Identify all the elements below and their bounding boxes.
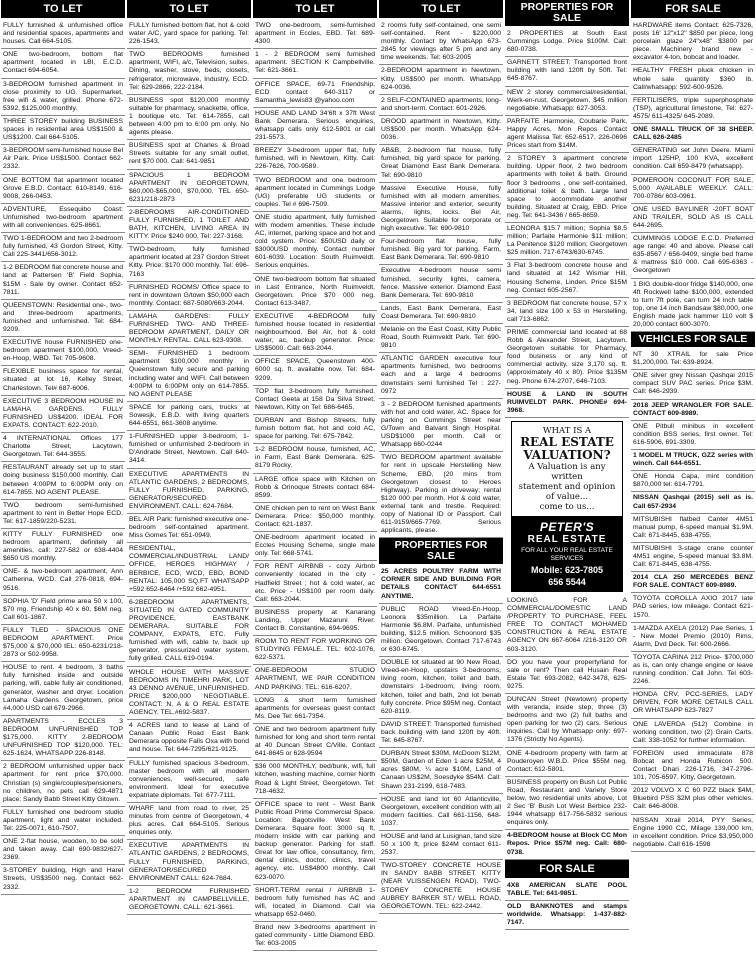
classified-ad: 3 Flat 3-bedroom concrete house and land situated at 142 Wismar Hill, Housing Scheme, Linden. Price $15M neg. Contact 605-2567. (505, 260, 629, 297)
classified-ad: HEALTHY FRESH pluck chicken in whole sale quantity $360 lb. Call/whatsapp: 592-600-9526. (631, 65, 755, 94)
classified-ad: BUSINESS spot at Charles & Broad Streets suitable for any small outlet, rent $70 000. Call: 641-9851 (127, 140, 251, 169)
column-6 (631, 0, 755, 978)
classified-ad: LAMAHA GARDENS: FULLY FURNISHED TWO- AND THREE-BEDROOM APARTMENT, DAILY OR MONTHLY RENTAL. CALL 623-9308. (127, 311, 251, 348)
company-logo: PETER'S (539, 519, 595, 534)
classified-ad: OFFICE SPACE, Queenstown 400-6000 sq. ft. available now. Tel: 684-9209. (253, 356, 377, 385)
classified-ad: BUSINESS property at Kanarang Landing, Upper Mazaruni River. Contact B. Constantine, 694-9695. (253, 607, 377, 636)
classified-ad: SEMI- FURNISHED 1 bedroom apartment $100,000 monthly in Queenstown fully secure and parking including water and WIFI. Call between 4:00PM to 6:00PM only on 614-7855. NO AGENT PLEASE (127, 348, 251, 402)
classified-ad: Melanie on the East Coast, Kitty Public Road, South Ruimveldt Park. Tel: 690-9810 (379, 324, 503, 353)
classified-ad: NEW 2 storey commercial/residential, Werk-en-rust, Georgetown, $45 million negotiable. Whatsapp: 627-3053. (505, 87, 629, 116)
classified-ad: ONE 4-bedroom property with farm at Pouderoyen W.B.D. Price $55M neg. Contact: 612-5801. (505, 748, 629, 777)
classified-ad: Executive 4-bedroom house semi furnished, security lights, camera, fence. Massive exterior. Diamond East Bank Demerara. Tel: 690-9810 (379, 265, 503, 302)
column-2 (127, 0, 251, 978)
column-4 (379, 0, 503, 978)
promo-line: A Valuation is any written (528, 461, 606, 482)
classified-ad: HOUSE AND LAND 34'6ft x 37ft West Bank Demerara. Serious enquiries, whatsapp calls only 612-5801 or call 231-5573. (253, 108, 377, 145)
ad-list (505, 28, 629, 418)
classified-ad: 3 BEDROOM flat concrete house, 57 x 34, land size 100 x 53 in Herstelling, call 713-6862. (505, 298, 629, 327)
promo-top (512, 422, 622, 516)
promo-line: WHAT IS A (542, 425, 592, 436)
promo-line: VALUATION? (523, 447, 611, 462)
classified-ad: 1-2 BEDROOM house, furnished, AC, in Farm, East Bank Demerara. 625-8179 Rocky. (253, 444, 377, 473)
classified-ad: 2 rooms fully self-contained, one semi self-contained. Rent - $220,000 monthly. Contact by WhatsApp 673-2845 for viewings after 5 pm and any time weekends. Tel: 603-2005 (379, 20, 503, 65)
classified-ad: 25 ACRES POULTRY FARM WITH CORNER SIDE AND BUILDING FOR DETAILS CONTACT 644-6551 ANYTIME. (379, 566, 503, 603)
classified-ad: DROOD apartment in Newtown, Kitty. US$500 per month. WhatsApp 624-0036. (379, 116, 503, 145)
classified-ad: Lands, East Bank Demerara, East Coast Demerara. Tel: 690-9810 (379, 303, 503, 324)
classified-ad: FOR RENT AIRBNB - cozy Airbnb conveniently located in the city - Hadfield Street ; hot & cold water, ac etc. Price - US$100 per room daily. Call: 663-2044. (253, 561, 377, 606)
classified-ad: APARTMENTS - ECCLES 3 BEDROOM UNFURNISHED TOP $175,000. KITTY 2-BEDROOM UNFURNISHED TOP $120,000. TEL: 625-1624, WHATSAPP 226-8148. (1, 716, 125, 761)
classified-ad: DOUBLE lot situated at 90 New Road, Vreed-en-Hoop, upstairs 3-bedrooms, living room, kitchen, toilet and bath, downstairs 1-bedroom, living room, kitchen, toilet and bath, 2nd lot benab fully concrete. Price $95M neg. Contact 620-8119. (379, 657, 503, 719)
classified-ad: ONE two-bedroom bottom flat situated in Last Entrance, North Ruimveldt, Georgetown. Price $70 000 neg. Contact 613-3487. (253, 274, 377, 311)
classified-ad: 4-BEDROOM house at Block CC Mon Repos. Price $57M neg. Call: 680-0738. (505, 830, 629, 859)
classified-ad: 3 - 2 BEDROOM furnished apartments with hot and cold water, AC. Space for parking on Cummings Street near G/Town and Balvant Singh Hospital. USD$1000 per month. Call or Whatsapp 660-0244 (379, 399, 503, 453)
promo-bottom (512, 516, 622, 591)
classified-ad: MITSUBISHI flatbed Canter 4M51 manual pump, 6-speed manual $1.9M. Call: 671-8445, 638-4755. (631, 514, 755, 543)
classified-ad: ONE chicken pen to rent on West Bank Demerara. Price: $50,000 monthly. Contact: 621-1837. (253, 503, 377, 532)
classified-ad: FULLY furnished bottom flat, hot & cold water A/C, yard space for parking. Tel: 226-1543. (127, 20, 251, 49)
ad-list (379, 20, 503, 538)
classified-ad: 2018 JEEP WRANGLER FOR SALE. CONTACT 609-8989. (631, 400, 755, 421)
promo-tagline: FOR ALL YOUR REAL ESTATE SERVICES (521, 546, 613, 562)
classified-ad: BUSINESS property on Bush Lot Public Road, Restaurant and Variety Store below, two residential units above, Lot 2 Sec 'B' Bush Lot West Berbice 232-1944 whatsapp 617-756-5832 serious enquires only. (505, 777, 629, 831)
classified-ad: THREE STOREY building BUSINESS spaces in residential area US$1500 & US$1200. Call 664-5105. (1, 116, 125, 145)
classified-ad: ATLANTIC GARDEN executive four apartments furnished, two bedrooms each and a large 4 bedrooms downstairs semi furnished Tel : 227-0972 (379, 353, 503, 398)
classified-ad: QUEENSTOWN: Residential one-, two- and three-bedroom apartments, furnished and unfurnished. Tel: 684-9209. (1, 300, 125, 337)
classified-ad: DURBAN Street $30M, McDoom $12M, $50M, Garden of Eden 1 acre $25M, 4 acres $80M, ¼ acre $10M, Land of Canaan US$2M, Soesdyke $54M. Call: Shawn 231-2199, 618-7483. (379, 748, 503, 793)
classified-ad: ONE Honda Capa, mint condition $870,000 tel: 614-7791. (631, 471, 755, 492)
classified-ad: POMEROON COCONUT FOR SALE, 5,000 AVAILABLE WEEKLY. CALL: 700-0786/ 603-0961. (631, 175, 755, 204)
section-header: TO LET (1, 0, 125, 18)
classified-ad: FURNISHED ROOMS/ Office space to rent in downtown G/town $50,000 each monthly. Contact: 687-5080/663-2044. (127, 282, 251, 311)
promo-mobile: Mobile: 623-7805 (530, 564, 604, 575)
section-header: FOR SALE (631, 0, 755, 18)
classified-ad: 2 SELF-CONTAINED apartments, long- and short-term. Contact: 601-2926. (379, 95, 503, 116)
classified-ad: LEONORA $15.7 million; Sophia $8.5 million; Parfaite Harmonie $11 million; La Penitence $120 million; Georgetown $25 million. 717-6743/630-6745. (505, 223, 629, 260)
classified-ad: CUMMINGS LODGE E.C.D. Preferred age range: 40 and above. Please call 635-8567 / 656-9409, single bed frame & mattress $10 000. Call 695-6363 - Georgetown (631, 233, 755, 278)
classified-ad: AB&B, 2-bedroom flat house, fully furnished, big yard space for parking. Great Diamond East Bank Demerara. Tel: 690-9810 (379, 145, 503, 182)
classified-ad: PUBLIC ROAD Vreed-En-Hoop, Leonora $35million. La Parfaite Harmonie $6.8M. Parfaite, unfurnished building, $12.5 million. Schoonord $35 million. Georgetown. Contact 717-6743 or 630-6745. (379, 604, 503, 658)
classified-ad: ONE-BEDROOM STUDIO APARTMENT, WE PAIR CONDITION AND PARKING. TEL: 616-6207. (253, 665, 377, 694)
promo-line: of value... (545, 491, 589, 502)
ad-list (253, 20, 377, 951)
classified-ad: SOPHIA 'D' Field prime area 50 x 100, $70 mg. Friendship 40 x 60, $6M neg. Call 601-1867. (1, 596, 125, 625)
classified-ad: FULLY furnished spacious 3-bedroom, master bedroom with all modern conveniences, well-secured, safe environment. Ideal for executive expatriate diplomats. Tel: 677-7111. (127, 758, 251, 803)
classified-ad: 2 PROPERTIES at South East Cummings Lodge. Price $100M. Call: 680-0738. (505, 28, 629, 57)
classified-ad: 1-2 BEDROOM flat concrete house and land at Pattersen 'B' Field Sophia, $15M - Sale by owner. Contact 652-7811. (1, 262, 125, 299)
classified-ad: ONE studio apartment, fully furnished with modern amenities. These include AC, internet, parking space and hot and cold system. Price: $50USD daily or $3000USD monthly. Contact number 601-6039. Location: South Ruimveldt. Serious enquiries. (253, 212, 377, 274)
classified-ad: TOYOTA CARINA 212 Price- $700,000 as is, can only change engine or leave running condition. Call John. Tel 603-2246. (631, 652, 755, 689)
classified-ad: TWO BEDROOM and one bedroom apartment located in Cummings Lodge (UG) preferable UG students or couples. Tel # 696-7509. (253, 175, 377, 212)
classified-ad: ONE SMALL TRUCK OF 38 SHEEP. CALL 626-2485 (631, 124, 755, 145)
classified-ad: LOOKING FOR A COMMERCIAL/DOMESTIC LAND /PROPERTY TO PURCHASE, FEEL FREE TO CONTACT MOHAMED CONSTRUCTION & REAL ESTATE AGENCY ON 667-6064 /216-3120 OR 603-3120. (505, 595, 629, 657)
classified-ad: DO you have your property/land for sale or rent? Then call Husain Real Estate Tel: 693-2082, 642-3478, 625-9275. (505, 657, 629, 694)
classified-ad: TWO BEDROOMS furnished apartment, WIFI, a/c, Television, suites, Dining, washer, stove, beds, closets, refrigerator, microwave, Industry, ECD. Tel: 629-2866, 222-2184. (127, 49, 251, 94)
classified-ad: BUSINESS spot $120,000 monthly suitable for pharmacy, snackette, office, 1 boutique etc. Tel: 614-7855, call between 4:00 pm to 6:00 pm only. No agents please. (127, 95, 251, 140)
classified-ad: TWO bedroom semi-furnished apartment to rent in Better Hope ECD. Tel: 617-1859/220-5231. (1, 500, 125, 529)
classified-ad: TWO-STOREY CONCRETE HOUSE IN SANDY BABB STREET KITTY (NEAR VLISSENGEN ROAD). TWO-STOREY CONCRETE HOUSE AUBREY BARKER ST./ WELL ROAD, GEORGETOWN. TEL: 622-2442. (379, 860, 503, 914)
ad-list (505, 880, 629, 930)
classified-ad: LARGE office space with Kitchen on Robb & Orinoque Streets contact 684-8599. (253, 474, 377, 503)
classified-ad: 2 BEDROOM unfurnished upper back apartment for rent price $70,000. Christian (s) single/couples/pensioners, no children, no pets call 629-4871 place: Sandy Babb Street Kitty Gitown. (1, 761, 125, 806)
classified-ad: ONE silver grey Nissan Qashqai 2015 compact SUV PAC series. Price $3M. Call: 646-2939. (631, 370, 755, 399)
classified-ad: KITTY FULLY FURNISHED one bedroom apartment, definitely all amenities, call: 227-582 or 638-4404 $650 US monthly. (1, 529, 125, 566)
classified-ad: HOUSE & LAND IN SOUTH RUIMVELDT PARK. PHONE# 694-3968. (505, 389, 629, 418)
classified-ad: 1-FURNISHED upper 3-bedroom, 1-furnished or unfurnished 2-bedroom in D'Andrade Street, Newtown. Call 640-3414. (127, 431, 251, 468)
classified-ad: ONE-bedroom apartment located in Eccles Housing Scheme, single male only. Tel: 668-5741. (253, 532, 377, 561)
classified-ad: NISSAN Qashqai (2015) sell as is. Call 657-2934 (631, 492, 755, 513)
classified-ad: ONE and two bedroom apartment fully furnished for long and short term rental at 40 Duncan Street C/Ville. Contact 641-8645 or 628-9594 (253, 724, 377, 761)
classified-ad: 2-BEDROOM apartment in Newtown, Kitty. US$500 per month. WhatsApp 624-0036. (379, 65, 503, 94)
column-3 (253, 0, 377, 978)
classified-ad: 1-MAZDA AXELA (2012) Pae Series, 1 - New Model Premio (2010) Rims, Alarm, Dvd Deck. Tel: 600-2666. (631, 623, 755, 652)
classified-ad: HONDA CRV, PCC-SERIES, LADY DRIVEN, FOR MORE DETAILS CALL OR WHATSAPP 623-7827 (631, 689, 755, 718)
ad-list (379, 566, 503, 914)
classified-ad: LONG & short term furnished apartments for overseas guest contact Ms. Dee Tel: 661-7354. (253, 695, 377, 724)
classified-ad: RESIDENTIAL, COMMERCIAL/INDUSTRIAL LAND/ OFFICE, HEROES HIGHWAY / BERBICE, ECD, WCD, EBD, BOND RENTAL: 105,000 SQ.FT WHATSAPP +592 652-6464 /+592 662-4951. (127, 543, 251, 597)
promo-line: come to us... (539, 501, 595, 512)
vehicles-for-sale-header: VEHICLES FOR SALE (631, 332, 755, 347)
classified-ad: PARFAITE Harmonie, Coubarie Park, Happy Acres, Mon Repos Contact agent Malissa Tel: 652-6517, 226-0696 Prices start from $14M. (505, 116, 629, 153)
classified-ad: 6-2BEDROOM APARTMENTS, SITUATED IN GATED COMMUNITY PROVIDENCE, EASTBANK DEMERARA. SUITABLE FOR COMPANY, EXPATS, ETC. Fully furnished with wifi, cable tv, back up generator, pressurized water system, fully grilled. CALL 619-0194. (127, 597, 251, 667)
classified-ad: TWO BEDROOM apartment available for rent in upscale Herstelling New Scheme, EBD, (20 mins from Georgetown closest to Heroes Highway). Parking in driveway; rental $120 000 per month. Hot & cold water, external tank and trestle. Required: copy of National ID or Passport. Call 611-9159/665-7769. Serious applicants, please. (379, 452, 503, 538)
classified-ad: DAVID STREET: Transported furnished back building with land 120ft by 40ft. Tel: 645-8767. (379, 719, 503, 748)
classified-ad: BEL AIR Park: furnished executive one-bedroom self-contained apartment. Miss Gomes Tel: 651-0949. (127, 514, 251, 543)
classified-ad: HOUSE and land lot 60 Atlanticville, Georgetown, excellent condition with all modern facilities. Call 661-1156, 648-1037. (379, 794, 503, 831)
classified-ad: RESTAURANT already set up to start doing business $150,000 monthly. Call between 4:00PM to 6:00PM only on 614-7855. NO AGENT PLEASE. (1, 462, 125, 499)
classified-ad: MITSUBISHI 3-stage crane counter 4M51 engine, 5-speed manual $3.8M. Call: 671-8445, 638-4755. (631, 543, 755, 572)
classified-ad: 1 BIG double-door fridge $140,000, one 4ft Rockwell lathe $100,000, extended to turn 7ft pole, can turn 24 inch table top, one 14 inch Bandsaw $80,000, one English made jack hammer 110 volt $ 20,000 contact 600-3070. (631, 279, 755, 333)
classified-ad: $36 000 MONTHLY, bed/bunk, wifi, full kitchen, washing machine, corner North Road & Light Street, Georgetown. Tel: 718-4632. (253, 761, 377, 798)
section-header: PROPERTIES FOR SALE (505, 0, 629, 26)
classified-ad: NT 30 XTRAIL for sale Price $1,200,000. Tel: 639-8924. (631, 349, 755, 370)
ad-list (631, 349, 755, 852)
classified-ad: EXECUTIVE 4-BEDROOM fully furnished house located in residential neighbourhood. Bel Air, hot & cold water, ac, backup generator. Price: US$5000. Call: 663-2044. (253, 311, 377, 356)
properties-for-sale-header: PROPERTIES FOR SALE (379, 538, 503, 564)
classified-ad: BREEZY 3-bedroom upper flat, fully furnished, wifi in Newtown, Kitty. Call: 226-7626, 700-9589. (253, 145, 377, 174)
classified-ad: OLD BANKNOTES and stamps worldwide. Whatsapp: 1-437-882-7147. (505, 901, 629, 930)
promo-line: statement and opinion (518, 481, 616, 492)
classified-ad: FLEXIBLE business space for rental, situated at lot 16, Kelley Street, Charlestown. Tel# 687-6006. (1, 366, 125, 395)
classified-ad: FULLY furnished one bedroom studio apartment, light and water included. Tel: 225-0071, 610-7507. (1, 807, 125, 836)
valuation-promo (511, 421, 623, 592)
classified-ad: 2012 VOLVO X C 60 PZZ black $4M, Bluebird PSS $2M plus other vehicles. Call: 646-8008. (631, 785, 755, 814)
classified-ad: EXECUTIVE APARTMENTS IN ATLANTIC GARDENS, 2 BEDROOMS, FULLY FURNISHED, PARKING, GENERATOR/SECURED ENVIRONMENT. CALL: 624-7684. (127, 469, 251, 514)
promo-line: REAL ESTATE (520, 434, 614, 449)
classified-ad: SPACE for parking cars, trucks at Sowesjk, E.B.D. with living quarters 644-6551, 661-3608 anytime. (127, 402, 251, 431)
for-sale-header: FOR SALE (505, 860, 629, 878)
ad-list (127, 20, 251, 915)
classified-ad: FULLY furnished & unfurnished office and residential spaces, apartments and houses. Call 664-5105. (1, 20, 125, 49)
classified-ad: 1 - 2 BEDROOM semi furnished apartment. SECTION K Campbellville. Tel: 621-3661. (253, 49, 377, 78)
classified-ad: Massive Executive House, fully furnished with all modern amenities. Massive interior and exterior, security alarms, lights, locks. Bel Air, Georgetown. Suitable for corporate or high executive. Tel: 690-9810 (379, 183, 503, 237)
classified-ad: TOYOTA COROLLA AXIO 2017 late PAD series, low mileage. Contact 621-1570. (631, 593, 755, 622)
classified-ad: DURBAN and Bishop Streets, fully furnish bottom flat, hot and cold AC, space for parking. Tel: 675-7842. (253, 415, 377, 444)
classified-ad: 4X8 AMERICAN SLATE POOL TABLE. Tel: 641-9851. (505, 880, 629, 901)
classified-ad: OFFICE space to rent - West Bank Public Road Prime Commercial Space. Location: Bagotsville West Bank Demerara. Square foot: 3000 sq ft, modern inside with car parking and backup generator. Parking for staff. Great for law office, consultancy, firm, dental clinics, doctor, clinics, travel agency, etc. US$4800 monthly. Call 623-0070. (253, 799, 377, 885)
classified-ad: NISSAN Xtrail 2014, PYY Series, Engine 1990 CC, Milage 139,000 km, in excellent condition. Price $3,950,000 negotiable. Call 616-1598 (631, 815, 755, 852)
classified-ad: ONE- & two-bedroom apartment, Ann Catherina, WCD. Call 276-0818, 694-9516. (1, 566, 125, 595)
column-5 (505, 0, 629, 978)
section-header: TO LET (127, 0, 251, 18)
classified-ad: FOREIGN used immaculate 878 Bobcat and Honda Rubicon 500. Contact Dhari 226-1716, 347-2796-101, 705-6597. Kitty, Georgetown. (631, 748, 755, 785)
classified-ad: TWO-bedroom, fully furnished apartment located at 237 Gordon Street Kitty. Price: $170 000 monthly. Tel: 696-7163 (127, 244, 251, 281)
classified-ad: HOUSE and land at Lusignan, land size 50 x 100 ft, price $24M contact 611-2537. (379, 831, 503, 860)
classified-ad: ONE 2-flat house, wooden, to be sold and taken away. Call 690-9832/627-2369. (1, 836, 125, 865)
classified-ad: FULLY TLED - SPACIOUS ONE BEDROOM APARTMENT. Price $75,000 & $70,000 tEL: 650-6231/218-2873 or 502-9958. (1, 625, 125, 662)
classified-ad: 1-2 BEDROOM FURNISHED APARTMENT IN CAMPBELLVILLE, GEORGETOWN. CALL: 621-3661. (127, 886, 251, 915)
classified-ad: HARDWARE items Contact: 625-7326, posts 16' 12"x12" $850 per piece, long porcelain glaze 24"x48" $3800 per piece. Machinery brand new - excavator 4-ton, bobcat and loader. (631, 20, 755, 65)
classified-ad: 4 INTERNATIONAL Offices 177 Charlotte Street, Lacytown, Georgetown. Tel: 644-3555. (1, 433, 125, 462)
classified-ad: 2 STOREY 3 apartment concrete building. Upper floor, 2 two bedroom apartments with toilet & bath. Ground floor 3 bedrooms , one self-contained, additional toilet & bath. Large land space to accommodate another building. Situated at Craig, EBD. Price neg. Tel: 641-3436 / 665-8659. (505, 153, 629, 223)
promo-phone: 656 5544 (548, 576, 586, 587)
company-logo-sub: REAL ESTATE (527, 533, 607, 545)
ad-list (631, 20, 755, 332)
classified-ad: 2-BEDROOMS AIR-CONDITIONED FULLY FURNISHED, 1 TOILET AND BATH, KITCHEN, LIVING AREA IN KITTY. Price $240 000. Tel: 227-3168. (127, 207, 251, 244)
classified-ad: EXECUTIVE house FURNISHED one-bedroom apartment $100,000, Vreed-en-Hoop, WBD. Tel: 705-9608. (1, 337, 125, 366)
classified-ad: 3-BEDROOM semi-furnished house Bel Air Park. Price US$1500. Contact 662-2332. (1, 145, 125, 174)
classified-ad: ONE BOTTOM flat apartment located Grove E.B.D. Contact: 610-8149, 616-9008, 266-0453. (1, 175, 125, 204)
classified-ad: Brand new 3-bedrooms apartment in gated community - Little Diamond EBD. Tel: 603-2005 (253, 922, 377, 951)
classified-ad: TWO one-bedroom, semi-furnished apartment in Eccles, EBD. Tel: 689-4300 (253, 20, 377, 49)
classified-ad: 3-STOREY building, High and Harel Streets, US$3500 neg. Contact 662-2332. (1, 865, 125, 894)
classified-ad: 4 ACRES land to lease at Land of Canaan Public Road East Bank Demerara opposite Falls Oxa with bond and house. Tel: 644-7295/621-9125. (127, 720, 251, 757)
classified-ad: ONE Pitbull minibus in excellent condition BSS series, first owner. Tel: 616-5906, 691-3309. (631, 421, 755, 450)
classified-ad: FERTILISERS, triple superphosphate (TSP), agricultural limestone, Tel: 627-4575/ 611-4325/ 645-2089. (631, 95, 755, 124)
classified-ad: HOUSE to rent. 4 bedroom, 3 baths fully furnished inside and outside parking, wifi, cable fully air conditioned, generator, washer and dryer. Location Lamaha Gardens Georgetown, price #4,000 USD call 679-2966. (1, 662, 125, 716)
classified-ad: PRIME commercial land located at 68 Robb & Alexander Street, Lacytown, Georgetown suitable for Pharmacy, food business or any kind of commercial activity, size 3,170 sq. ft. (approximately 40 x 80). Price $135M neg. Phone 674-2707, 646-7103. (505, 327, 629, 389)
classified-ad: EXECUTIVE 3 BEDROOM HOUSE IN LAMAHA GARDENS. FULLY FURNISHED US$4200. IDEAL FOR EXPATS. CONTACT: 622-2010. (1, 396, 125, 433)
classified-ad: 2014 CLA 250 MERCEDES BENZ FOR SALE. CONTACT 609-8989. (631, 572, 755, 593)
section-header: TO LET (253, 0, 377, 18)
column-1 (1, 0, 125, 978)
classified-ad: ROOM TO RENT FOR WORKING OR STUDYING FEMALE. TEL: 602-1076, 622-5371. (253, 636, 377, 665)
classified-ad: ONE USED BAYLINER -20FT BOAT AND TRAILER, SOLD AS IS CALL 644-2695. (631, 204, 755, 233)
classified-ad: DUNCAN Street (Newtown) property with veranda, inside step, three (3) bedrooms and two (2) full baths and open parking for two (2) cars. Serious inquiries. Call by Whatsapp only: 697-1376 (Strictly No Agents). (505, 694, 629, 748)
classified-ad: 1 MODEL M TRUCK, GZZ series with winch. Call 644-6551. (631, 450, 755, 471)
classified-ad: Four-bedroom flat house, fully furnished. Big yard for parking. Farm, East Bank Demerara. Tel: 690-9810 (379, 236, 503, 265)
section-header: TO LET (379, 0, 503, 18)
classified-ad: ADVENTURE, Essequibo Coast: Unfurnished two-bedroom apartment with all conveniences. 625-8661. (1, 204, 125, 233)
classified-ad: GARNETT STREET: Transported front building with land 120ft by 50ft. Tel: 645-8767. (505, 57, 629, 86)
ad-list (505, 595, 629, 860)
classified-ad: TWO 1-BEDROOM and two 2-bedroom fully furnished, 43 Gordon Street, Kitty. Call 225-3441/656-3012. (1, 233, 125, 262)
classified-ad: ONE two-bedroom, bottom flat apartment located in LBI, E.C.D. Contact 694-6054. (1, 49, 125, 78)
classified-ad: ONE LAVERDA (512) Combine in working condition, two (2) Grain Carts. Call: 338-1052 for further information. (631, 719, 755, 748)
classified-ad: EXECUTIVE APARTMENTS IN ATLANTIC GARDENS, 2 BEDROOMS, FULLY FURNISHED, PARKING, GENERATOR/SECURED ENVIRONMENT CALL: 624-7684. (127, 840, 251, 885)
classified-ad: TOP flat 3-bedroom fully furnished. Contact Geeta at 158 Da Silva Street, Newtown, Kitty on Tel: 686-6465. (253, 386, 377, 415)
classified-ad: GENERATING set John Deere. Miami import 125HP, 100 KVA, excellent condition. Call 659-8479 (whatsapp). (631, 145, 755, 174)
classified-ad: 3-BEDROOM furnished apartment in close proximity to UG. Supermarket, free wifi & water, grilled. Phone 672-5392, $125,000 monthly. (1, 79, 125, 116)
classified-ad: SHORT-TERM rental / AIRBNB 1-bedroom fully furnished has AC and wifi, located in Diamond. Call via whatsapp 652-0460. (253, 885, 377, 922)
classified-ad: WHARF land from road to river, 25 minutes from centre of Georgetown, 4 plus acres. Call 664-5105. Serious enquiries only. (127, 803, 251, 840)
classified-ad: SPACIOUS 1 BEDROOM APARTMENT IN GEORGETOWN, $60,000-$65,000, $70,000. TEL 650-6231/218-2873 (127, 170, 251, 207)
classified-ad: WHOLE HOUSE WITH MASSIVE BEDROOMS IN TIMEHRI PARK, LOT 43 DENNO AVENUE, UNFURNISHED. PRICE $200,000 NEGOTIABLE. CONTACT: N, A & O REAL ESTATE AGENCY. TEL.#692-5837. (127, 667, 251, 721)
ad-list (1, 20, 125, 895)
classified-ad: OFFICE SPACE, 69-71 Friendship, ECD contact 640-3117 or Samantha_lewis83 @yahoo.com (253, 79, 377, 108)
